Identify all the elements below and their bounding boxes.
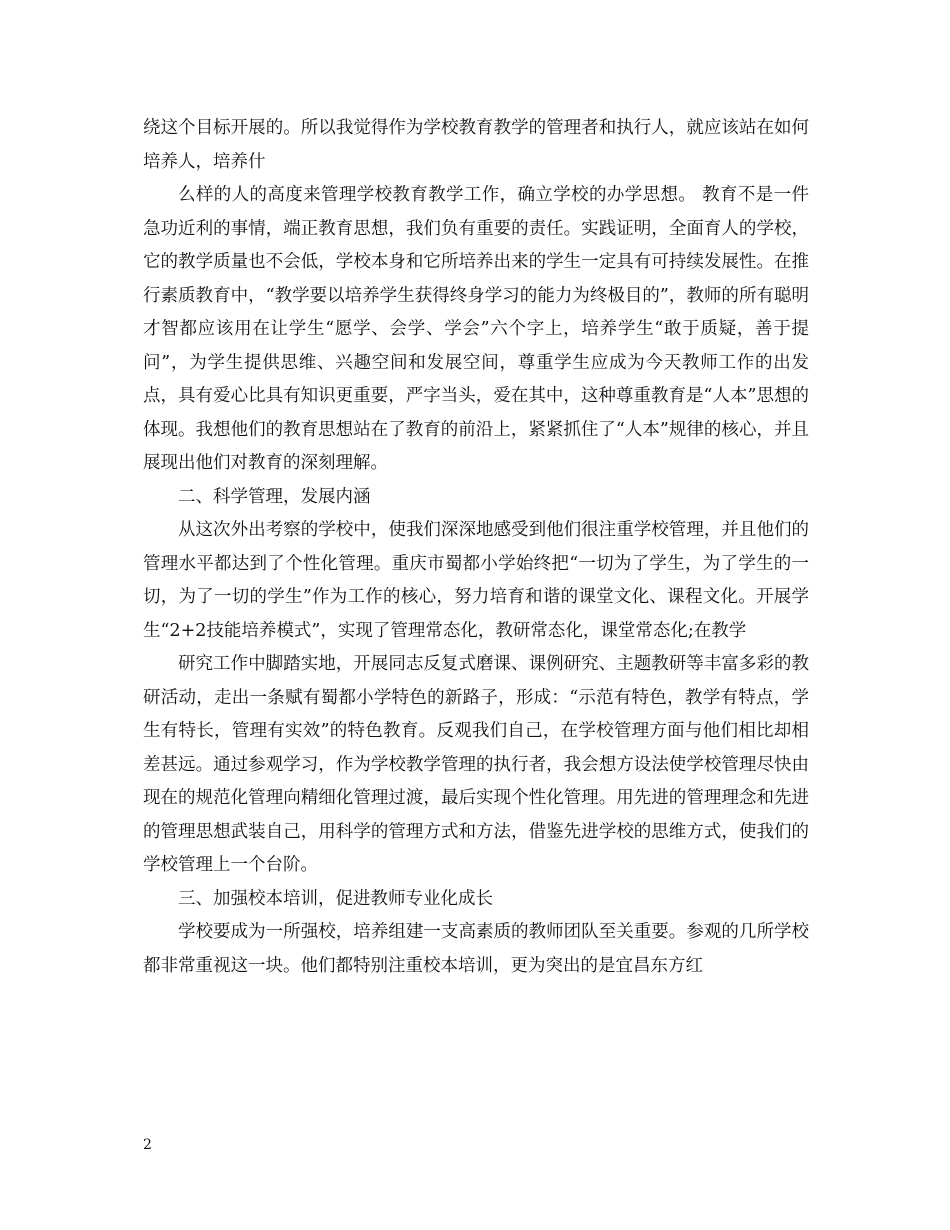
- paragraph-management-observation: 从这次外出考察的学校中，使我们深深地感受到他们很注重学校管理，并且他们的管理水平都达到了个性化管理。重庆市蜀都小学始终把“一切为了学生，为了学生的一切，为了一切的学生”作为工作的核心，努力培育和谐的课堂文化、课程文化。开展学生“2+2技能培养模式”，实现了管理常态化，教研常态化，课堂常态化;在教学: [143, 520, 809, 641]
- paragraph-continuation: 绕这个目标开展的。所以我觉得作为学校教育教学的管理者和执行人，就应该站在如何培养人，培养什: [143, 118, 809, 172]
- section-heading-scientific-management: 二、科学管理，发展内涵: [178, 486, 371, 507]
- paragraph-research-work: 研究工作中脚踏实地，开展同志反复式磨课、课例研究、主题教研等丰富多彩的教研活动，走出一条赋有蜀都小学特色的新路子，形成：“示范有特色，教学有特点，学生有特长，管理有实效”的特色教育。反观我们自己，在学校管理方面与他们相比却相差甚远。通过参观学习，作为学校教学管理的执行者，我会想方设法使学校管理尽快由现在的规范化管理向精细化管理过渡，最后实现个性化管理。用先进的管理理念和先进的管理思想武装自己，用科学的管理方式和方法，借鉴先进学校的思维方式，使我们的学校管理上一个台阶。: [143, 654, 809, 875]
- page-number: 2: [143, 1137, 152, 1153]
- section-heading-school-training: 三、加强校本培训，促进教师专业化成长: [178, 888, 493, 909]
- document-body: [143, 112, 809, 983]
- paragraph-education-thought: 么样的人的高度来管理学校教育教学工作，确立学校的办学思想。 教育不是一件急功近利的事情，端正教育思想，我们负有重要的责任。实践证明，全面育人的学校，它的教学质量也不会低，学校本身和它所培养出来的学生一定具有可持续发展性。在推行素质教育中，“教学要以培养学生获得终身学习的能力为终极目的”，教师的所有聪明才智都应该用在让学生“愿学、会学、学会”六个字上，培养学生“敢于质疑，善于提问”，为学生提供思维、兴趣空间和发展空间，尊重学生应成为今天教师工作的出发点，具有爱心比具有知识更重要，严字当头，爱在其中，这种尊重教育是“人本”思想的体现。我想他们的教育思想站在了教育的前沿上，紧紧抓住了“人本”规律的核心，并且展现出他们对教育的深刻理解。: [143, 185, 809, 473]
- paragraph-teacher-team: 学校要成为一所强校，培养组建一支高素质的教师团队至关重要。参观的几所学校都非常重视这一块。他们都特别注重校本培训，更为突出的是宜昌东方红: [143, 922, 809, 976]
